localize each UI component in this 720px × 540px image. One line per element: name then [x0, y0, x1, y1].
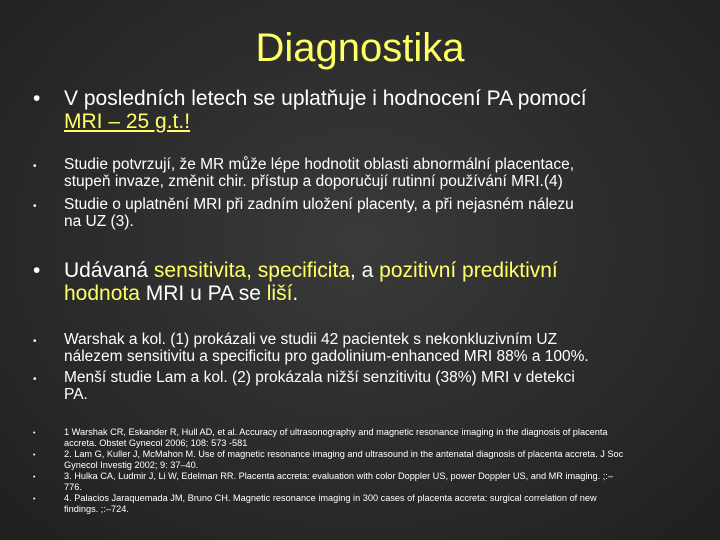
bullet-dot: •: [33, 259, 41, 282]
highlight-value: hodnota: [64, 282, 140, 305]
highlight-positive-predictive: pozitivní prediktivní: [379, 259, 558, 282]
bullet-posterior-placenta: [33, 196, 703, 232]
reference-line1: 3. Hulka CA, Ludmir J, Li W, Edelman RR. Placenta accreta: evaluation with color Doppler US, power Doppler US, and MR imaging. ;:–: [64, 471, 613, 481]
bullet-dot: •: [33, 452, 36, 459]
reference-1: [33, 427, 713, 449]
bullet-dot: •: [33, 474, 36, 481]
bullet-dot: •: [33, 201, 37, 212]
reference-line1: 4. Palacios Jaraquemada JM, Bruno CH. Magnetic resonance imaging in 300 cases of placenta accreta: surgical correlation of new: [64, 493, 597, 503]
bullet-dot: •: [33, 430, 36, 437]
bullet-text-line2: nálezem sensitivitu a specificitu pro gadolinium-enhanced MRI 88% a 100%.: [64, 348, 589, 365]
bullet-text-line2: na UZ (3).: [64, 213, 134, 230]
highlight-differs: liší: [266, 282, 293, 305]
bullet-text-line2: [64, 282, 298, 305]
text-segment: Udávaná: [64, 259, 154, 282]
reference-line2: findings. ;:–724.: [64, 504, 129, 514]
bullet-text-line2: PA.: [64, 386, 88, 403]
bullet-lam: [33, 369, 713, 405]
bullet-studies-confirm: [33, 156, 703, 192]
reference-line1: 1 Warshak CR, Eskander R, Hull AD, et al. Accuracy of ultrasonography and magnetic resonance imaging in the diagnosis of placenta: [64, 427, 608, 437]
bullet-text-line2: stupeň invaze, změnit chir. přístup a doporučují rutinní používání MRI.(4): [64, 173, 563, 190]
reference-line2: Gynecol Investig 2002; 9: 37–40.: [64, 460, 199, 470]
bullet-warshak: [33, 331, 713, 367]
bullet-text-line1: [64, 259, 558, 282]
reference-line1: 2. Lam G, Kuller J, McMahon M. Use of magnetic resonance imaging and ultrasound in the antenatal diagnosis of placenta accreta. J Soc: [64, 449, 624, 459]
reference-line2: accreta. Obstet Gynecol 2006; 108: 573 -581: [64, 438, 248, 448]
text-segment: , a: [349, 259, 380, 282]
bullet-dot: •: [33, 374, 37, 385]
bullet-text-line1: Studie potvrzují, že MR může lépe hodnotit oblasti abnormální placentace,: [64, 156, 575, 173]
bullet-mri-usage: [33, 87, 703, 135]
highlight-sensitivity-specificity: sensitivita, specificita: [153, 259, 350, 282]
bullet-text-line1: V posledních letech se uplatňuje i hodnocení PA pomocí: [64, 87, 587, 110]
text-segment: MRI u PA se: [139, 282, 267, 305]
bullet-dot: •: [33, 161, 37, 172]
reference-3: [33, 471, 713, 493]
reference-4: [33, 493, 713, 515]
bullet-text-line1: Warshak a kol. (1) prokázali ve studii 42 pacientek s nekonkluzivním UZ: [64, 331, 558, 348]
text-segment: .: [292, 282, 299, 305]
slide-title: Diagnostika: [255, 26, 465, 70]
bullet-dot: •: [33, 336, 37, 347]
bullet-dot: •: [33, 496, 36, 503]
reference-2: [33, 449, 713, 471]
bullet-text-line2: MRI – 25 g.t.!: [64, 110, 191, 133]
bullet-text-line1: Menší studie Lam a kol. (2) prokázala nižší senzitivitu (38%) MRI v detekci: [64, 369, 575, 386]
bullet-dot: •: [33, 87, 41, 110]
bullet-sensitivity: [33, 259, 703, 307]
reference-line2: 776.: [64, 482, 82, 492]
bullet-text-line1: Studie o uplatnění MRI při zadním uložení placenty, a při nejasném nálezu: [64, 196, 574, 213]
